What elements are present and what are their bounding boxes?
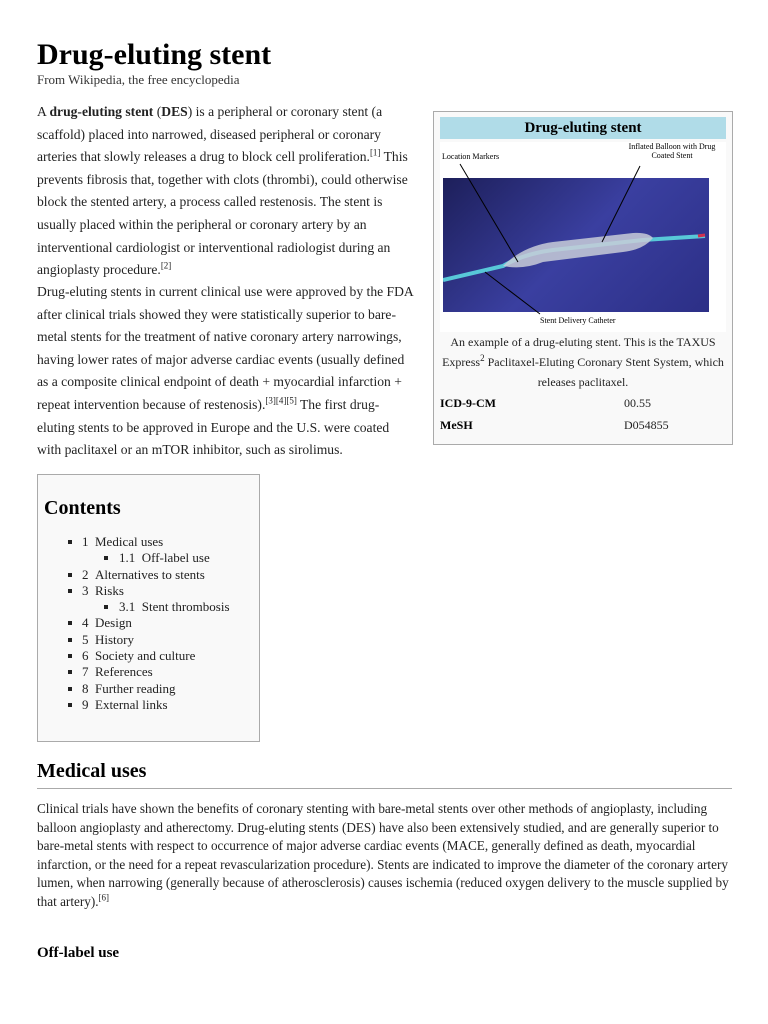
infobox-row-mesh [434, 414, 732, 436]
infobox-title: Drug-eluting stent [440, 117, 726, 139]
toc-label[interactable]: External links [95, 696, 168, 712]
row-value[interactable]: 00.55 [624, 396, 651, 410]
toc-label[interactable]: Risks [95, 582, 124, 598]
bold-term: drug-eluting stent [49, 104, 154, 119]
row-key: MeSH [440, 418, 473, 432]
toc-label[interactable]: Stent thrombosis [141, 599, 230, 615]
toc-title: Contents [44, 497, 121, 519]
toc-number: 3 [82, 582, 89, 598]
text: This prevents fibrosis that, together with clots (thrombi), could otherwise block the stented artery, a process called restenosis. The stent is usually placed within the peripheral or coronary artery by an interventional cardiologist or interventional radiologist during an angioplasty procedure. [37, 149, 408, 278]
toc-item[interactable] [44, 534, 253, 550]
toc-label[interactable]: Off-label use [141, 550, 210, 566]
medical-uses-paragraph [37, 800, 737, 911]
page-subtitle: From Wikipedia, the free encyclopedia [37, 72, 240, 87]
toc-number: 9 [82, 696, 89, 712]
toc-item[interactable] [44, 664, 253, 680]
text: Drug-eluting stents in current clinical use were approved by the FDA after clinical trials showed they were statistically superior to bare-metal stents for the treatment of native coronary artery narrowings, having lower rates of major adverse cardiac events (usually defined as a composite clinical endpoint of death + myocardial infarction + repeat intervention because of restenosis). [37, 284, 413, 412]
toc-number: 4 [82, 615, 89, 631]
superscript: 2 [480, 353, 485, 363]
toc-number: 5 [82, 631, 89, 647]
infobox [433, 111, 733, 445]
text: Clinical trials have shown the benefits of coronary stenting with bare-metal stents over other methods of angioplasty, including balloon angioplasty and atherectomy. Drug-eluting stents (DES) have also been extensively studied, and are generally superior to bare-metal stents with respect to occurrence of major adverse cardiac events (MACE, generally defined as death, myocardial infarction, or the need for a repeat revascularization procedure). Stents are indicated to improve the diameter of the coronary artery lumen, when narrowing (generally because of atherosclerosis) causes ischemia (reduced oxygen delivery to the muscle supplied by that artery). [37, 801, 729, 909]
toc-number: 1.1 [119, 550, 136, 566]
reference-link[interactable]: [2] [160, 260, 172, 271]
text: ( [153, 104, 162, 119]
toc-label[interactable]: References [95, 664, 153, 680]
toc-label[interactable]: Alternatives to stents [95, 566, 205, 582]
reference-link[interactable]: [6] [98, 892, 110, 903]
toc-label[interactable]: History [95, 631, 134, 647]
toc-number: 1 [82, 534, 89, 549]
text: ) is a peripheral or coronary stent (a scaffold) placed into narrowed, diseased peripheral or coronary arteries that slowly releases a drug to block cell proliferation. [37, 104, 383, 165]
intro-paragraph-1 [37, 101, 415, 282]
toc-item[interactable] [44, 599, 253, 615]
table-of-contents [37, 474, 260, 742]
text: The first drug-eluting stents to be approved in Europe and the U.S. were coated with paclitaxel or an mTOR inhibitor, such as sirolimus. [37, 396, 390, 458]
toc-item[interactable] [44, 632, 253, 648]
toc-number: 2 [82, 566, 89, 582]
section-heading-medical-uses: Medical uses [37, 760, 147, 782]
toc-item[interactable] [44, 648, 253, 664]
reference-link[interactable]: [1] [369, 147, 381, 158]
toc-item[interactable] [44, 583, 253, 599]
toc-number: 3.1 [119, 599, 136, 615]
annotation-arrows [440, 142, 728, 332]
bold-term: DES [161, 104, 188, 119]
toc-number: 6 [82, 648, 89, 664]
toc-item[interactable] [44, 697, 253, 713]
toc-label[interactable]: Society and culture [95, 648, 196, 664]
stent-image[interactable] [440, 142, 726, 332]
section-heading-off-label: Off-label use [37, 945, 120, 961]
toc-item[interactable] [44, 681, 253, 697]
page-title: Drug-eluting stent [37, 38, 272, 71]
row-key: ICD-9-CM [440, 396, 496, 410]
section-divider [37, 788, 732, 789]
toc-item[interactable] [44, 567, 253, 583]
label-delivery-catheter: Stent Delivery Catheter [540, 316, 616, 325]
text: Paclitaxel-Eluting Coronary Stent System, which releases paclitaxel. [484, 355, 724, 389]
toc-item[interactable] [44, 550, 253, 566]
reference-link[interactable]: [3][4][5] [265, 395, 297, 406]
toc-label[interactable]: Further reading [95, 680, 176, 696]
intro-paragraph-2 [37, 281, 415, 462]
toc-number: 7 [82, 664, 89, 680]
label-inflated-balloon: Inflated Balloon with Drug Coated Stent [628, 142, 716, 160]
row-value[interactable]: D054855 [624, 418, 669, 432]
toc-item[interactable] [44, 615, 253, 631]
toc-label[interactable]: Design [95, 615, 132, 631]
text: A [37, 104, 50, 119]
infobox-row-icd [434, 392, 732, 414]
text: An example of a drug-eluting stent. This is the TAXUS Express [442, 335, 716, 369]
toc-label[interactable]: Medical uses [95, 534, 164, 549]
label-location-markers: Location Markers [442, 152, 500, 161]
toc-number: 8 [82, 680, 89, 696]
image-caption [434, 332, 732, 392]
